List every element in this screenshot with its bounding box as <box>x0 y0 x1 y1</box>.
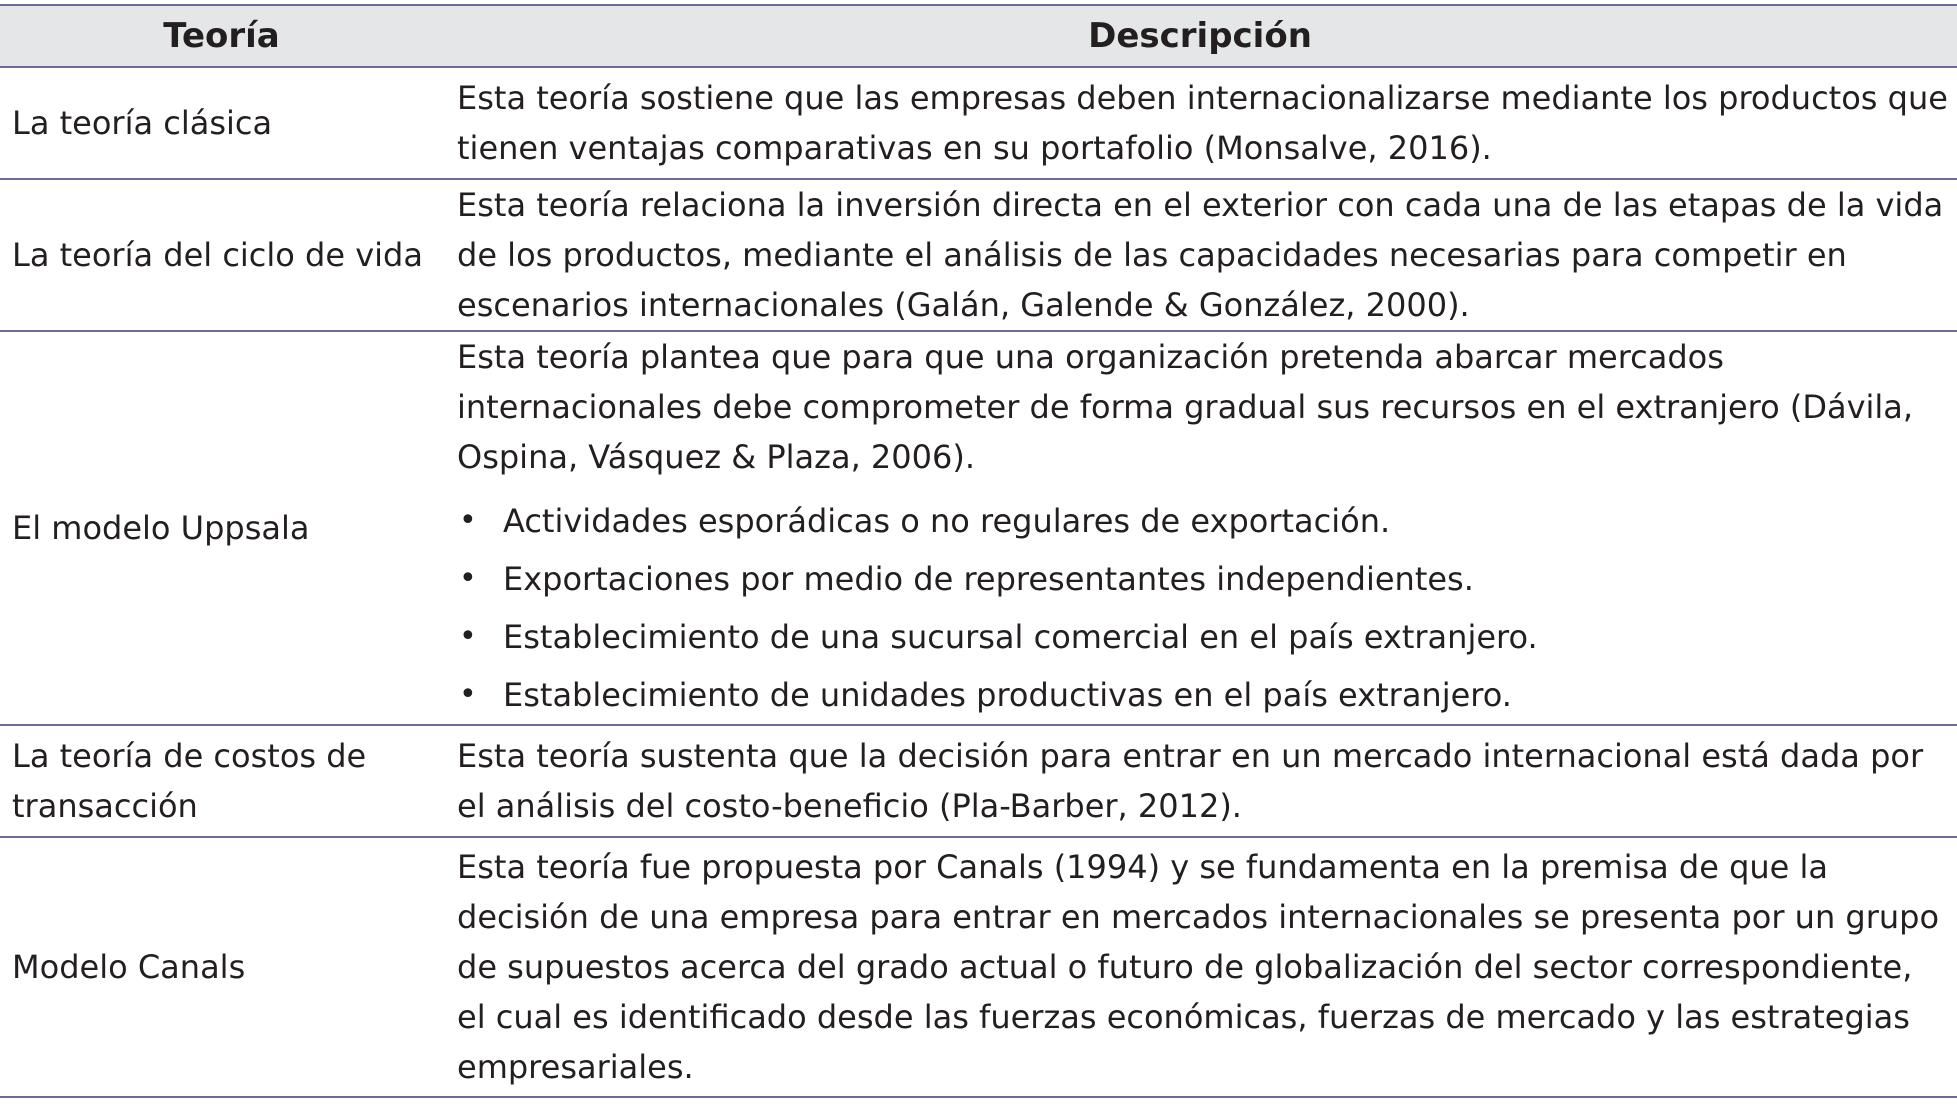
list-item-text: Establecimiento de unidades productivas en el país extranjero. <box>503 676 1512 714</box>
bullet-icon: • <box>459 503 477 538</box>
theory-description: Esta teoría fue propuesta por Canals (1994) y se fundamenta en la premisa de que la decisión de una empresa para entrar en mercados internacionales se presenta por un grupo de supuestos acerca del grado actual o futuro de globalización del sector correspondiente, el cual es identificado desde las fuerzas económicas, fuerzas de mercado y las estrategias empresariales. <box>443 837 1957 1097</box>
list-item-text: Establecimiento de una sucursal comercial en el país extranjero. <box>503 618 1538 656</box>
theories-table <box>0 4 1957 1098</box>
header-row <box>0 5 1957 67</box>
header-theory: Teoría <box>0 5 443 67</box>
list-item <box>457 666 1949 724</box>
stage-list <box>457 492 1949 724</box>
table-row <box>0 837 1957 1097</box>
theory-name: La teoría de costos de transacción <box>0 725 443 837</box>
table-body <box>0 67 1957 1097</box>
bullet-icon: • <box>459 677 477 712</box>
theory-name: La teoría del ciclo de vida <box>0 179 443 331</box>
list-item-text: Exportaciones por medio de representantes independientes. <box>503 560 1474 598</box>
list-item <box>457 550 1949 608</box>
list-item <box>457 608 1949 666</box>
table-row <box>0 725 1957 837</box>
bullet-icon: • <box>459 561 477 596</box>
table-header <box>0 5 1957 67</box>
list-item <box>457 492 1949 550</box>
header-description: Descripción <box>443 5 1957 67</box>
theory-description-cell <box>443 331 1957 725</box>
theory-description: Esta teoría relaciona la inversión directa en el exterior con cada una de las etapas de la vida de los productos, mediante el análisis de las capacidades necesarias para competir en escenarios internacionales (Galán, Galende & González, 2000). <box>443 179 1957 331</box>
bullet-icon: • <box>459 619 477 654</box>
theory-description: Esta teoría plantea que para que una organización pretenda abarcar mercados internacionales debe comprometer de forma gradual sus recursos en el extranjero (Dávila, Ospina, Vásquez & Plaza, 2006). <box>457 338 1914 476</box>
table-row <box>0 331 1957 725</box>
theory-description: Esta teoría sostiene que las empresas deben internacionalizarse mediante los productos que tienen ventajas comparativas en su portafolio (Monsalve, 2016). <box>443 67 1957 179</box>
theory-name: El modelo Uppsala <box>0 331 443 725</box>
table-row <box>0 179 1957 331</box>
list-item-text: Actividades esporádicas o no regulares de exportación. <box>503 502 1391 540</box>
theory-description: Esta teoría sustenta que la decisión para entrar en un mercado internacional está dada por el análisis del costo-beneficio (Pla-Barber, 2012). <box>443 725 1957 837</box>
theory-name: La teoría clásica <box>0 67 443 179</box>
theory-name: Modelo Canals <box>0 837 443 1097</box>
table-row <box>0 67 1957 179</box>
